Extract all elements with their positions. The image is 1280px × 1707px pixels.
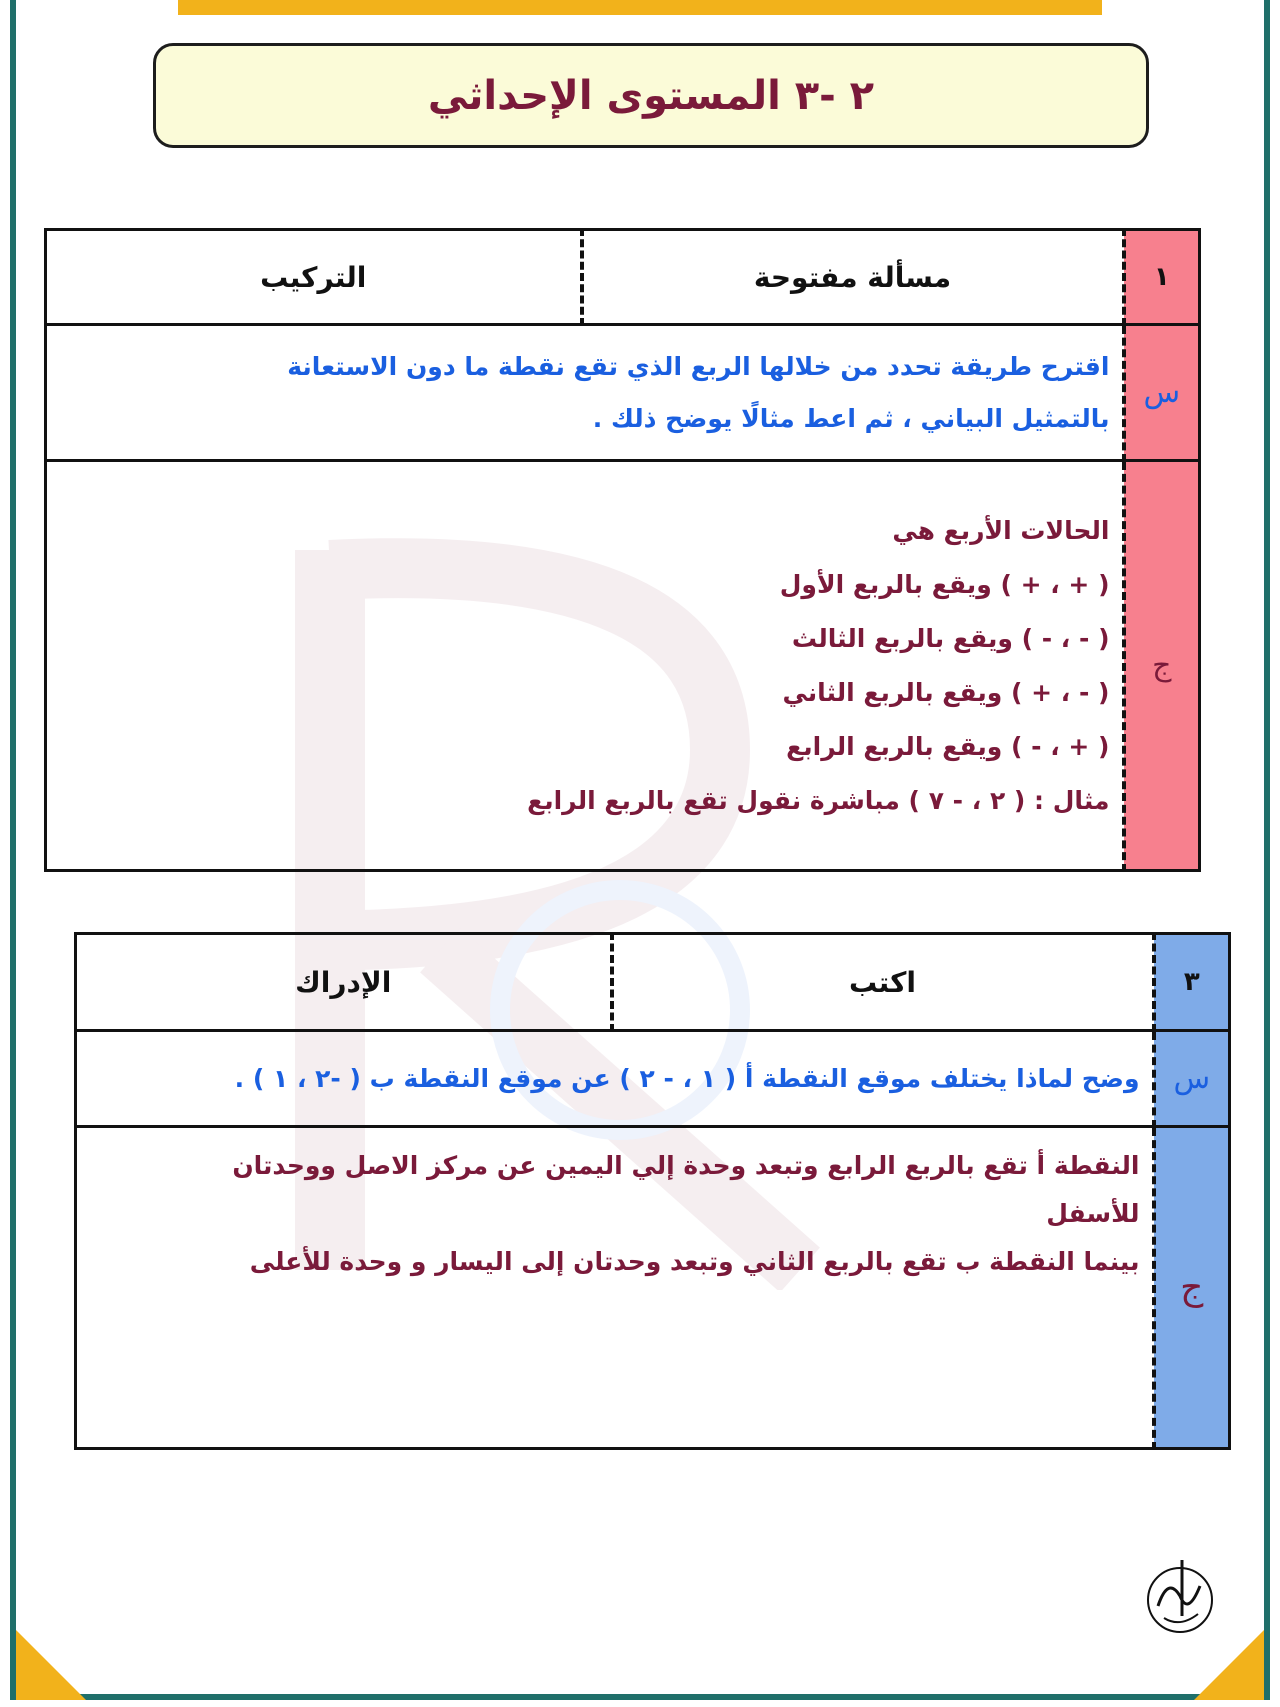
answer-1-line: ( + ، - ) ويقع بالربع الرابع [786, 731, 1110, 761]
question-3-q-label: س [1154, 1031, 1230, 1127]
answer-1-line: الحالات الأربع هي [892, 515, 1110, 545]
question-3-text: وضح لماذا يختلف موقع النقطة أ ( ١ ، - ٢ ) عن موقع النقطة ب ( -٢ ، ١ ) . [76, 1031, 1154, 1127]
question-1-skill: التركيب [46, 230, 582, 325]
answer-3-line: النقطة أ تقع بالربع الرابع وتبعد وحدة إلي اليمين عن مركز الاصل ووحدتان [232, 1151, 1140, 1180]
question-1-answer [46, 461, 1124, 871]
top-accent-bar [178, 0, 1102, 15]
signature-seal-icon [1138, 1556, 1222, 1640]
question-1-q-label: س [1124, 325, 1200, 461]
question-1-table [44, 228, 1201, 872]
answer-1-line: مثال : ( ٢ ، - ٧ ) مباشرة نقول تقع بالربع الرابع [527, 785, 1110, 815]
question-1-line-2: بالتمثيل البياني ، ثم اعط مثالًا يوضح ذلك . [592, 403, 1110, 433]
answer-1-line: ( - ، + ) ويقع بالربع الثاني [782, 677, 1110, 707]
corner-triangle-right [1194, 1630, 1264, 1700]
question-3-table [74, 932, 1231, 1450]
page-title: ٢ -٣ المستوى الإحداثي [427, 72, 875, 119]
answer-3-line: للأسفل [1046, 1199, 1140, 1228]
question-3-answer [76, 1127, 1154, 1449]
question-1-number: ١ [1124, 230, 1200, 325]
question-3-skill: الإدراك [76, 934, 612, 1031]
corner-triangle-left [16, 1630, 86, 1700]
title-box [153, 43, 1149, 148]
question-3-a-label: ج [1154, 1127, 1230, 1449]
answer-1-line: ( + ، + ) ويقع بالربع الأول [779, 569, 1110, 599]
question-1-text [46, 325, 1124, 461]
question-3-type: اكتب [612, 934, 1154, 1031]
question-3-number: ٣ [1154, 934, 1230, 1031]
question-1-type: مسألة مفتوحة [582, 230, 1124, 325]
question-1-a-label: ج [1124, 461, 1200, 871]
answer-3-line: بينما النقطة ب تقع بالربع الثاني وتبعد وحدتان إلى اليسار و وحدة للأعلى [249, 1247, 1140, 1276]
answer-1-line: ( - ، - ) ويقع بالربع الثالث [791, 623, 1110, 653]
question-1-line-1: اقترح طريقة تحدد من خلالها الربع الذي تقع نقطة ما دون الاستعانة [287, 351, 1110, 381]
